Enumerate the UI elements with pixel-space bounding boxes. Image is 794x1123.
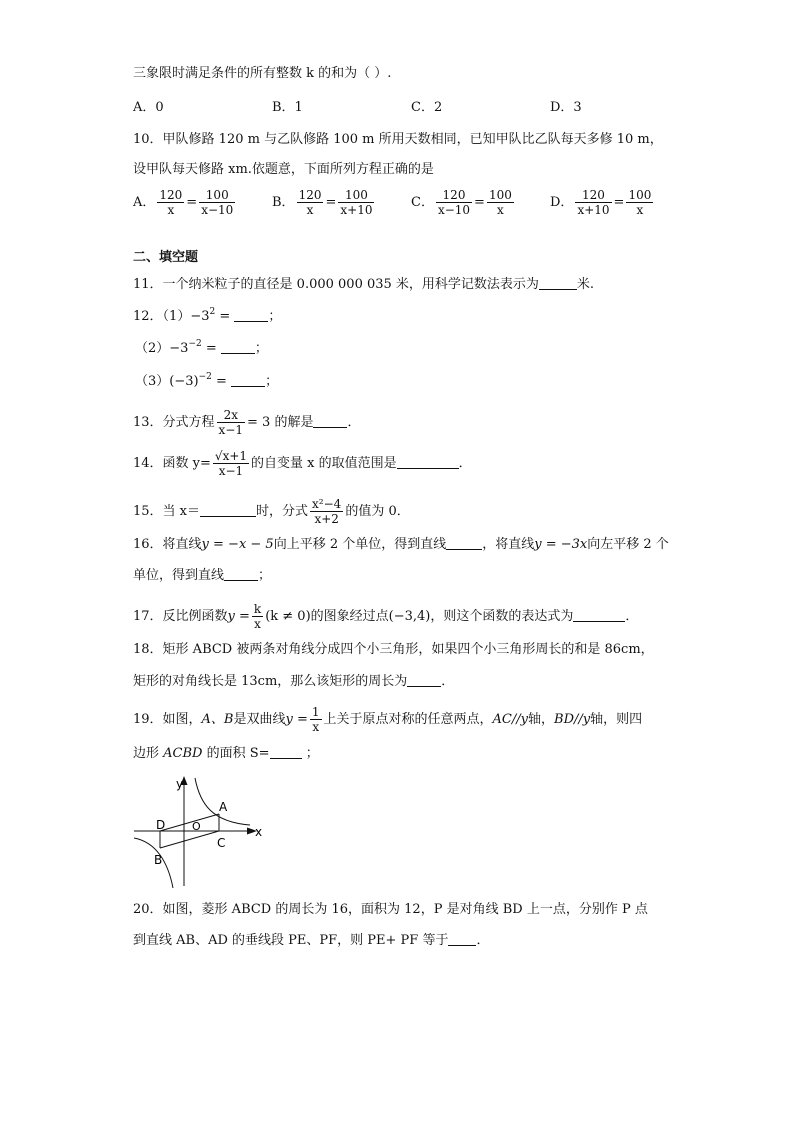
q20-line2 — [133, 931, 489, 951]
q10-option-d[interactable]: D． $\frac{120}{x+10}$ = $\frac{100}{x}$ — [550, 188, 652, 217]
q20-line2-text: 到直线 AB、AD 的垂线段 PE、PF，则 PE+ PF 等于 — [133, 933, 449, 948]
q17-mid: 的图象经过点 — [310, 609, 389, 624]
q19-a: 19．如图， — [133, 712, 202, 727]
q10-option-a[interactable]: A． $\frac{120}{x}$ = $\frac{100}{x-10}$ — [133, 188, 234, 217]
q9-option-c[interactable]: C．2 — [411, 100, 443, 115]
q15-blank[interactable] — [200, 502, 256, 517]
q12-p2-tail: ； — [254, 341, 268, 356]
q12-p2-exp: −2 — [188, 339, 202, 349]
q9-option-b[interactable]: B．1 — [272, 100, 303, 115]
q19-blank[interactable] — [270, 744, 302, 759]
q17-text: 17．反比例函数 — [133, 609, 228, 624]
q18-line2-text: 矩形的对角线长是 13cm，那么该矩形的周长为 — [133, 674, 408, 689]
q15-end: 的值为 0． — [345, 504, 410, 519]
q17-numerator: k — [253, 602, 262, 616]
q12-p3-tail: ； — [265, 374, 279, 389]
q10-c-left-num: 120 — [436, 188, 472, 203]
q10-b-right-den: x+10 — [340, 203, 373, 217]
q17 — [133, 602, 638, 631]
q10-options — [133, 188, 693, 228]
q10-c-left-den: x−10 — [437, 203, 471, 217]
q14-text: 14．函数 y= — [133, 456, 211, 471]
section-title: 二、填空题 — [133, 250, 199, 265]
q10-a-right-den: x−10 — [201, 203, 234, 217]
q19-b: 是双曲线 — [233, 712, 286, 727]
q16-line2-text: 单位，得到直线 — [133, 568, 225, 583]
q18-line1: 18．矩形 ABCD 被两条对角线分成四个小三角形，如果四个小三角形周长的和是 86cm， — [133, 642, 654, 657]
q12-part3 — [135, 372, 278, 392]
q19-line2 — [133, 744, 319, 764]
q10-line2: 设甲队每天修路 xm.依题意，下面所列方程正确的是 — [133, 162, 434, 177]
q19-y: y = — [285, 712, 308, 727]
q13-text: 13．分式方程 — [133, 415, 215, 430]
q12-p3-exp: −2 — [198, 372, 212, 382]
q20-end: ． — [476, 933, 490, 948]
q9-option-a[interactable]: A．0 — [133, 100, 164, 115]
point-c-label: C — [217, 836, 226, 850]
q12-p3-base: （3）(−3) — [135, 374, 199, 389]
q19-numerator: 1 — [311, 705, 320, 719]
q16-b: 向上平移 2 个单位，得到直线 — [273, 537, 447, 552]
q19-line1 — [133, 705, 642, 734]
q12-part2 — [135, 339, 268, 359]
q12-p1-base: 12．（1）−3 — [133, 309, 210, 324]
q19-line2a: 边形 — [133, 746, 160, 761]
q10-d-right-den: x — [636, 203, 644, 217]
q16-eq2: y = −3x — [534, 537, 588, 552]
q19-e: 轴，则四 — [590, 712, 643, 727]
q15-text: 15．当 x＝ — [133, 504, 201, 519]
q16-d: 向左平移 2 个 — [587, 537, 669, 552]
q12-p2-base: （2）−3 — [135, 341, 189, 356]
q14-blank[interactable] — [397, 454, 459, 469]
q10-option-a-label: A． — [133, 195, 156, 210]
q12-p3-eq: = — [216, 374, 227, 389]
q17-mid2: ，则这个函数的表达式为 — [430, 609, 574, 624]
q10-option-b[interactable]: B． $\frac{120}{x}$ = $\frac{100}{x+10}$ — [272, 188, 373, 217]
q17-blank[interactable] — [573, 607, 625, 622]
q10-option-c[interactable]: C． $\frac{120}{x-10}$ = $\frac{100}{x}$ — [411, 188, 512, 217]
q20-line1: 20．如图，菱形 ABCD 的周长为 16，面积为 12，P 是对角线 BD 上一点，分别作 P 点 — [133, 902, 648, 917]
q10-b-right-num: 100 — [338, 188, 374, 203]
q10-b-left-den: x — [306, 203, 314, 217]
q10-line1: 10．甲队修路 120 m 与乙队修路 100 m 所用天数相同，已知甲队比乙队每天多修 10 m， — [133, 132, 663, 147]
segment-da — [160, 814, 219, 831]
point-a-label: A — [219, 800, 228, 814]
q10-option-b-label: B． — [272, 195, 295, 210]
q10-d-left-num: 120 — [575, 188, 611, 203]
origin-label: O — [192, 820, 201, 833]
q12-p1-exp: 2 — [209, 307, 216, 317]
q19-ac: AC//y — [492, 712, 528, 727]
q12-p1-tail: ； — [268, 309, 282, 324]
q9-text: 三象限时满足条件的所有整数 k 的和为（ ）. — [133, 66, 392, 81]
x-axis-label: x — [255, 825, 263, 839]
q15-denominator: x+2 — [314, 512, 339, 526]
q11-text: 11．一个纳米粒子的直径是 0.000 000 035 米，用科学记数法表示为 — [133, 277, 539, 292]
q18-line2 — [133, 672, 454, 692]
q19-tail: ； — [305, 746, 319, 761]
q12-part1 — [133, 307, 281, 327]
q14-numerator: √x+1 — [214, 449, 248, 463]
q17-y: y = — [227, 609, 250, 624]
y-axis-label: y — [176, 777, 184, 791]
q14-mid: 的自变量 x 的取值范围是 — [251, 456, 397, 471]
q11 — [133, 275, 594, 295]
q19-c: 上关于原点对称的任意两点， — [323, 712, 493, 727]
q10-c-right-den: x — [497, 203, 504, 217]
q10-option-c-label: C． — [411, 195, 434, 210]
q13-end: ． — [347, 415, 361, 430]
q19-line2b: 的面积 S= — [206, 746, 270, 761]
q13 — [133, 408, 360, 437]
q16-tail: ； — [258, 568, 272, 583]
q15 — [133, 497, 410, 526]
q11-blank[interactable] — [539, 275, 577, 290]
q10-a-right-num: 100 — [199, 188, 235, 203]
q10-a-left-den: x — [167, 203, 175, 217]
q16-line2 — [133, 566, 271, 586]
q12-p2-eq: = — [205, 341, 217, 356]
q19-bd: BD//y — [554, 712, 591, 727]
q10-d-left-den: x+10 — [577, 203, 610, 217]
q15-mid: 时，分式 — [256, 504, 309, 519]
q19-denominator: x — [312, 720, 320, 734]
q9-option-d[interactable]: D．3 — [550, 100, 582, 115]
q17-condition: (k ≠ 0) — [265, 609, 311, 624]
segment-bc — [160, 831, 219, 848]
point-d-label: D — [156, 818, 166, 832]
q18-end: ． — [441, 674, 455, 689]
q20-blank[interactable] — [448, 931, 476, 946]
q13-denominator: x−1 — [218, 423, 244, 437]
q14-denominator: x−1 — [218, 464, 244, 478]
q14-end: ． — [458, 456, 472, 471]
q12-blank-3[interactable] — [231, 372, 265, 387]
q12-blank-1[interactable] — [234, 307, 268, 322]
q13-eq: = 3 的解是 — [247, 415, 314, 430]
q12-blank-2[interactable] — [221, 339, 255, 354]
q19-d: 轴， — [528, 712, 555, 727]
q16-eq1: y = −x − 5 — [201, 537, 274, 552]
q13-blank[interactable] — [313, 413, 347, 428]
q12-p1-eq: = — [219, 309, 231, 324]
q10-b-left-num: 120 — [298, 188, 322, 202]
q11-unit: 米. — [576, 277, 595, 292]
q10-option-d-label: D． — [550, 195, 574, 210]
q19-ab: A、B — [201, 712, 234, 727]
q14 — [133, 449, 472, 478]
q17-end: ． — [625, 609, 639, 624]
q17-point: (−3,4) — [388, 609, 431, 624]
q13-numerator: 2x — [217, 408, 245, 423]
q17-denominator: x — [254, 617, 261, 631]
q15-numerator: x²−4 — [312, 497, 342, 511]
q10-d-right-num: 100 — [628, 188, 652, 202]
q16-c: ，将直线 — [482, 537, 535, 552]
q10-c-right-num: 100 — [488, 188, 512, 202]
q18-blank[interactable] — [407, 672, 441, 687]
q10-a-left-num: 120 — [159, 188, 183, 202]
q16-blank-2[interactable] — [224, 566, 258, 581]
q16-blank-1[interactable] — [446, 535, 482, 550]
point-b-label: B — [154, 853, 163, 867]
q16-line1 — [133, 535, 669, 555]
q19-acbd: ACBD — [163, 746, 203, 761]
q16-a: 16．将直线 — [133, 537, 202, 552]
hyperbola-figure — [130, 774, 270, 892]
